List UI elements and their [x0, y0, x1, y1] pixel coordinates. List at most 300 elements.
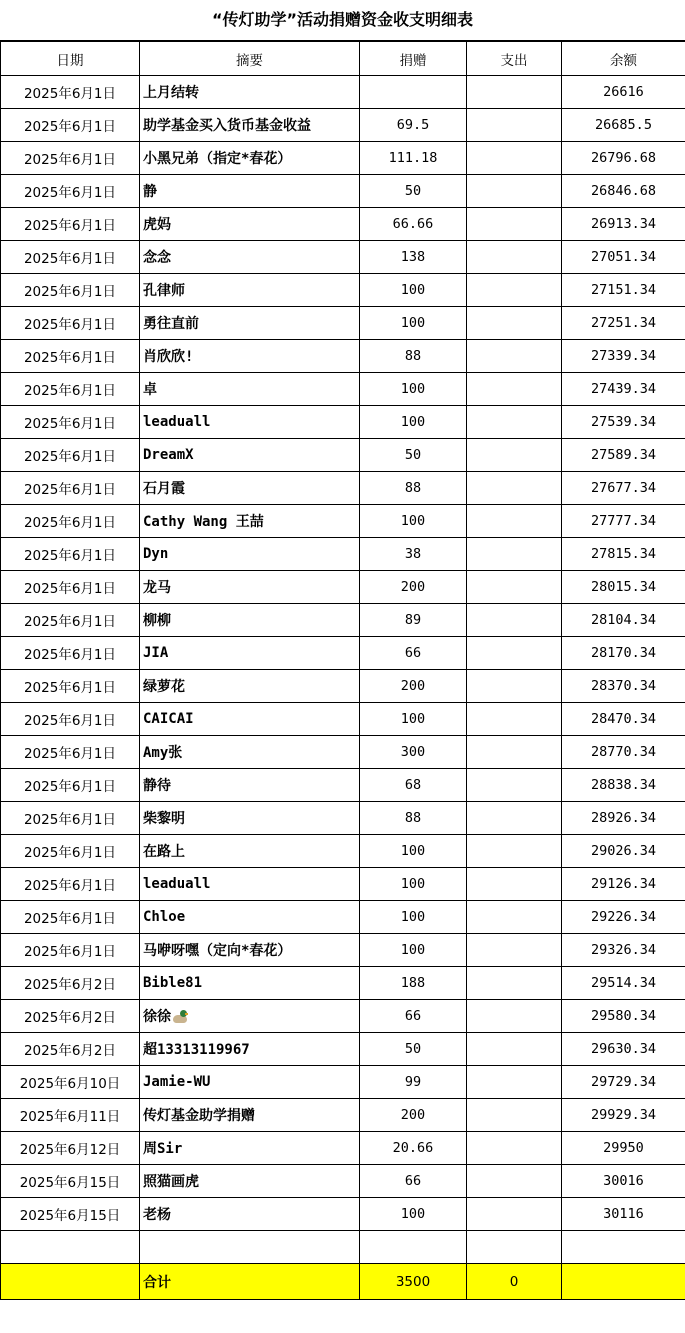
expense-cell[interactable]: [467, 1000, 562, 1033]
date-cell[interactable]: [1, 241, 140, 274]
donation-cell[interactable]: [360, 538, 467, 571]
balance-cell-text: 27051.34: [590, 249, 657, 265]
date-cell[interactable]: [1, 472, 140, 505]
donation-cell-text: 100: [400, 909, 426, 925]
summary-cell[interactable]: [140, 637, 360, 670]
balance-cell[interactable]: [562, 637, 685, 670]
balance-cell[interactable]: [562, 835, 685, 868]
donation-cell-text: 66: [404, 645, 422, 661]
donation-cell[interactable]: [360, 373, 467, 406]
expense-cell[interactable]: [467, 307, 562, 340]
balance-cell[interactable]: [562, 274, 685, 307]
balance-cell[interactable]: [562, 373, 685, 406]
donation-cell[interactable]: [360, 1099, 467, 1132]
donation-cell[interactable]: [360, 934, 467, 967]
donation-cell-text: 100: [400, 1206, 426, 1222]
balance-cell-text: 29630.34: [590, 1041, 657, 1057]
table-row: [1, 1000, 685, 1033]
summary-cell[interactable]: [140, 571, 360, 604]
summary-cell-text: Bible81: [143, 975, 203, 991]
summary-cell[interactable]: [140, 241, 360, 274]
date-cell[interactable]: [1, 604, 140, 637]
balance-cell-text: 27339.34: [590, 348, 657, 364]
date-cell[interactable]: [1, 1066, 140, 1099]
summary-cell[interactable]: [140, 406, 360, 439]
donation-cell-text: 50: [404, 447, 422, 463]
balance-cell[interactable]: [562, 769, 685, 802]
summary-cell[interactable]: [140, 670, 360, 703]
balance-cell[interactable]: [562, 439, 685, 472]
donation-cell[interactable]: [360, 1132, 467, 1165]
expense-cell[interactable]: [467, 736, 562, 769]
expense-cell[interactable]: [467, 109, 562, 142]
table-row: [1, 208, 685, 241]
date-cell-text: 2025年6月1日: [23, 647, 117, 663]
expense-cell[interactable]: [467, 1198, 562, 1231]
header-date[interactable]: 日期: [1, 42, 140, 76]
donation-cell[interactable]: [360, 274, 467, 307]
balance-cell-text: 28370.34: [590, 678, 657, 694]
donation-cell[interactable]: [360, 901, 467, 934]
date-cell[interactable]: [1, 703, 140, 736]
expense-cell[interactable]: [467, 208, 562, 241]
donation-cell[interactable]: [360, 175, 467, 208]
date-cell-text: 2025年6月2日: [23, 1010, 117, 1026]
balance-cell[interactable]: [562, 571, 685, 604]
summary-cell[interactable]: [140, 76, 360, 109]
balance-cell[interactable]: [562, 340, 685, 373]
date-cell-text: 2025年6月1日: [23, 416, 117, 432]
balance-cell[interactable]: [562, 1165, 685, 1198]
expense-cell[interactable]: [467, 868, 562, 901]
expense-cell[interactable]: [467, 835, 562, 868]
expense-cell[interactable]: [467, 604, 562, 637]
total-donation-cell-text: 3500: [395, 1273, 431, 1290]
expense-cell[interactable]: [467, 373, 562, 406]
date-cell[interactable]: [1, 406, 140, 439]
donation-cell-text: 100: [400, 315, 426, 331]
expense-cell[interactable]: [467, 1231, 562, 1264]
summary-cell-text: DreamX: [143, 447, 194, 463]
donation-cell[interactable]: [360, 604, 467, 637]
date-cell[interactable]: [1, 109, 140, 142]
date-cell[interactable]: [1, 208, 140, 241]
balance-cell-text: 26685.5: [595, 117, 652, 133]
expense-cell[interactable]: [467, 967, 562, 1000]
date-cell-text: 2025年6月1日: [23, 383, 117, 399]
balance-cell[interactable]: [562, 109, 685, 142]
balance-cell[interactable]: [562, 1066, 685, 1099]
expense-cell[interactable]: [467, 340, 562, 373]
header-expense[interactable]: 支出: [467, 42, 562, 76]
balance-cell[interactable]: [562, 76, 685, 109]
summary-cell[interactable]: [140, 1000, 360, 1033]
balance-cell[interactable]: [562, 802, 685, 835]
expense-cell[interactable]: [467, 703, 562, 736]
summary-cell[interactable]: [140, 604, 360, 637]
balance-cell[interactable]: [562, 1033, 685, 1066]
balance-cell-text: 28170.34: [590, 645, 657, 661]
total-donation-cell[interactable]: [360, 1264, 467, 1300]
expense-cell[interactable]: [467, 1165, 562, 1198]
expense-cell[interactable]: [467, 274, 562, 307]
summary-cell[interactable]: [140, 175, 360, 208]
balance-cell[interactable]: [562, 901, 685, 934]
expense-cell[interactable]: [467, 769, 562, 802]
expense-cell[interactable]: [467, 802, 562, 835]
donation-cell[interactable]: [360, 1165, 467, 1198]
date-cell[interactable]: [1, 307, 140, 340]
table-row: [1, 934, 685, 967]
donation-cell[interactable]: [360, 1198, 467, 1231]
donation-cell-text: 66: [404, 1173, 422, 1189]
table-row: [1, 703, 685, 736]
expense-cell[interactable]: [467, 1132, 562, 1165]
balance-cell-text: 26616: [603, 84, 644, 100]
expense-cell[interactable]: [467, 901, 562, 934]
date-cell[interactable]: [1, 1033, 140, 1066]
donation-cell[interactable]: [360, 637, 467, 670]
expense-cell[interactable]: [467, 571, 562, 604]
date-cell-text: 2025年6月1日: [23, 581, 117, 597]
balance-cell[interactable]: [562, 736, 685, 769]
balance-cell-text: 29729.34: [590, 1074, 657, 1090]
table-row: [1, 76, 685, 109]
table-row: [1, 274, 685, 307]
summary-cell-text: 石月霞: [143, 481, 185, 497]
donation-cell-text: 99: [404, 1074, 422, 1090]
donation-cell-text: 100: [400, 711, 426, 727]
donation-cell[interactable]: [360, 472, 467, 505]
date-cell[interactable]: [1, 1000, 140, 1033]
balance-cell-text: 27539.34: [590, 414, 657, 430]
total-balance-cell[interactable]: [562, 1264, 685, 1300]
donation-cell[interactable]: [360, 307, 467, 340]
date-cell-text: 2025年6月1日: [23, 185, 117, 201]
summary-cell[interactable]: [140, 505, 360, 538]
date-cell[interactable]: [1, 76, 140, 109]
summary-cell-text: 勇往直前: [143, 316, 199, 332]
balance-cell[interactable]: [562, 1198, 685, 1231]
expense-cell[interactable]: [467, 1033, 562, 1066]
date-cell-text: 2025年6月1日: [23, 119, 117, 135]
summary-cell[interactable]: [140, 901, 360, 934]
balance-cell[interactable]: [562, 505, 685, 538]
balance-cell-text: 29126.34: [590, 876, 657, 892]
donation-cell[interactable]: [360, 670, 467, 703]
donation-cell[interactable]: [360, 109, 467, 142]
balance-cell-text: 26913.34: [590, 216, 657, 232]
date-cell-text: 2025年6月1日: [23, 86, 117, 102]
date-cell-text: 2025年6月1日: [23, 515, 117, 531]
header-donation[interactable]: 捐赠: [360, 42, 467, 76]
date-cell[interactable]: [1, 1165, 140, 1198]
balance-cell[interactable]: [562, 967, 685, 1000]
balance-cell[interactable]: [562, 406, 685, 439]
balance-cell[interactable]: [562, 868, 685, 901]
summary-cell[interactable]: [140, 1165, 360, 1198]
expense-cell[interactable]: [467, 472, 562, 505]
balance-cell-text: 30116: [603, 1206, 644, 1222]
balance-cell[interactable]: [562, 670, 685, 703]
table-row: [1, 604, 685, 637]
total-expense-cell[interactable]: [467, 1264, 562, 1300]
date-cell[interactable]: [1, 571, 140, 604]
balance-cell[interactable]: [562, 1099, 685, 1132]
summary-cell-text: 周Sir: [143, 1141, 183, 1157]
expense-cell[interactable]: [467, 934, 562, 967]
balance-cell-text: 28926.34: [590, 810, 657, 826]
expense-cell[interactable]: [467, 538, 562, 571]
summary-cell[interactable]: [140, 439, 360, 472]
date-cell-text: 2025年6月1日: [23, 878, 117, 894]
summary-cell-text: Chloe: [143, 909, 186, 925]
date-cell-text: 2025年6月1日: [23, 482, 117, 498]
expense-cell[interactable]: [467, 175, 562, 208]
table-row: [1, 1198, 685, 1231]
summary-cell[interactable]: [140, 769, 360, 802]
summary-cell[interactable]: [140, 1132, 360, 1165]
table-row: [1, 802, 685, 835]
balance-cell[interactable]: [562, 142, 685, 175]
date-cell-text: 2025年6月11日: [19, 1109, 121, 1125]
summary-cell[interactable]: [140, 472, 360, 505]
donation-cell[interactable]: [360, 142, 467, 175]
donation-cell[interactable]: [360, 967, 467, 1000]
donation-cell-text: 50: [404, 183, 422, 199]
balance-cell[interactable]: [562, 472, 685, 505]
date-cell[interactable]: [1, 1231, 140, 1264]
date-cell[interactable]: [1, 670, 140, 703]
date-cell-text: 2025年6月1日: [23, 152, 117, 168]
expense-cell[interactable]: [467, 1066, 562, 1099]
date-cell-text: 2025年6月10日: [19, 1076, 121, 1092]
summary-cell[interactable]: [140, 373, 360, 406]
balance-cell-text: 29580.34: [590, 1008, 657, 1024]
ledger-table: [0, 41, 685, 1300]
donation-cell[interactable]: [360, 406, 467, 439]
summary-cell[interactable]: [140, 1099, 360, 1132]
summary-cell-text: 马咿呀嘿（定向*春花）: [143, 943, 292, 959]
summary-cell[interactable]: [140, 208, 360, 241]
date-cell-text: 2025年6月1日: [23, 713, 117, 729]
date-cell[interactable]: [1, 868, 140, 901]
summary-cell-text: 静待: [143, 778, 171, 794]
header-row: [1, 42, 685, 76]
balance-cell[interactable]: [562, 1231, 685, 1264]
donation-cell[interactable]: [360, 1033, 467, 1066]
donation-cell[interactable]: [360, 703, 467, 736]
summary-cell-text: 老杨: [143, 1207, 171, 1223]
date-cell[interactable]: [1, 934, 140, 967]
date-cell-text: 2025年6月1日: [23, 449, 117, 465]
total-date-cell[interactable]: [1, 1264, 140, 1300]
summary-cell[interactable]: [140, 538, 360, 571]
summary-cell-text: 传灯基金助学捐赠: [143, 1108, 255, 1124]
summary-cell[interactable]: [140, 736, 360, 769]
date-cell[interactable]: [1, 274, 140, 307]
date-cell[interactable]: [1, 142, 140, 175]
balance-cell[interactable]: [562, 208, 685, 241]
date-cell[interactable]: [1, 1099, 140, 1132]
expense-cell[interactable]: [467, 142, 562, 175]
date-cell[interactable]: [1, 439, 140, 472]
summary-cell[interactable]: [140, 274, 360, 307]
expense-cell[interactable]: [467, 1099, 562, 1132]
balance-cell-text: 28015.34: [590, 579, 657, 595]
date-cell[interactable]: [1, 340, 140, 373]
summary-cell[interactable]: [140, 1231, 360, 1264]
date-cell-text: 2025年6月1日: [23, 812, 117, 828]
table-row: [1, 1231, 685, 1264]
donation-cell[interactable]: [360, 802, 467, 835]
date-cell[interactable]: [1, 373, 140, 406]
donation-cell[interactable]: [360, 1000, 467, 1033]
date-cell[interactable]: [1, 505, 140, 538]
summary-cell[interactable]: [140, 109, 360, 142]
donation-cell[interactable]: [360, 1231, 467, 1264]
date-cell-text: 2025年6月1日: [23, 845, 117, 861]
donation-cell-text: 100: [400, 513, 426, 529]
donation-cell[interactable]: [360, 505, 467, 538]
donation-cell[interactable]: [360, 868, 467, 901]
date-cell[interactable]: [1, 637, 140, 670]
summary-cell-text: Jamie-WU: [143, 1074, 211, 1090]
total-label-cell[interactable]: [140, 1264, 360, 1300]
summary-cell[interactable]: [140, 1066, 360, 1099]
date-cell-text: 2025年6月15日: [19, 1208, 121, 1224]
date-cell-text: 2025年6月1日: [23, 911, 117, 927]
table-row: [1, 373, 685, 406]
balance-cell-text: 28470.34: [590, 711, 657, 727]
expense-cell[interactable]: [467, 241, 562, 274]
expense-cell[interactable]: [467, 505, 562, 538]
summary-cell-text: 柳柳: [143, 613, 171, 629]
date-cell-text: 2025年6月2日: [23, 977, 117, 993]
balance-cell[interactable]: [562, 538, 685, 571]
summary-cell[interactable]: [140, 835, 360, 868]
balance-cell-text: 27777.34: [590, 513, 657, 529]
donation-cell[interactable]: [360, 571, 467, 604]
summary-cell-text: 徐徐: [143, 1009, 171, 1025]
expense-cell[interactable]: [467, 637, 562, 670]
summary-cell[interactable]: [140, 703, 360, 736]
sheet-title: “传灯助学”活动捐赠资金收支明细表: [0, 0, 685, 41]
balance-cell-text: 30016: [603, 1173, 644, 1189]
summary-cell[interactable]: [140, 1198, 360, 1231]
summary-cell-text: 虎妈: [143, 217, 171, 233]
balance-cell-text: 29950: [603, 1140, 644, 1156]
date-cell[interactable]: [1, 769, 140, 802]
summary-cell[interactable]: [140, 934, 360, 967]
balance-cell[interactable]: [562, 703, 685, 736]
date-cell[interactable]: [1, 175, 140, 208]
date-cell-text: 2025年6月15日: [19, 1175, 121, 1191]
donation-cell-text: 50: [404, 1041, 422, 1057]
summary-cell-text: 龙马: [143, 580, 171, 596]
summary-cell[interactable]: [140, 1033, 360, 1066]
expense-cell[interactable]: [467, 439, 562, 472]
donation-cell[interactable]: [360, 241, 467, 274]
donation-cell-text: 20.66: [392, 1140, 434, 1156]
expense-cell[interactable]: [467, 670, 562, 703]
balance-cell[interactable]: [562, 1000, 685, 1033]
table-row: [1, 406, 685, 439]
date-cell-text: 2025年6月1日: [23, 779, 117, 795]
date-cell-text: 2025年6月1日: [23, 944, 117, 960]
table-row: [1, 736, 685, 769]
summary-cell-text: 照猫画虎: [143, 1174, 199, 1190]
date-cell[interactable]: [1, 967, 140, 1000]
donation-cell[interactable]: [360, 769, 467, 802]
summary-cell[interactable]: [140, 340, 360, 373]
date-cell-text: 2025年6月1日: [23, 680, 117, 696]
header-balance[interactable]: 余额: [562, 42, 685, 76]
donation-cell-text: 200: [400, 1107, 426, 1123]
date-cell-text: 2025年6月12日: [19, 1142, 121, 1158]
donation-cell-text: 38: [404, 546, 422, 562]
date-cell[interactable]: [1, 835, 140, 868]
table-row: [1, 109, 685, 142]
balance-cell[interactable]: [562, 241, 685, 274]
date-cell-text: 2025年6月1日: [23, 548, 117, 564]
table-row: [1, 835, 685, 868]
donation-cell[interactable]: [360, 835, 467, 868]
balance-cell-text: 27151.34: [590, 282, 657, 298]
balance-cell-text: 28838.34: [590, 777, 657, 793]
summary-cell[interactable]: [140, 142, 360, 175]
expense-cell[interactable]: [467, 406, 562, 439]
summary-cell[interactable]: [140, 868, 360, 901]
summary-cell[interactable]: [140, 307, 360, 340]
donation-cell[interactable]: [360, 1066, 467, 1099]
header-summary[interactable]: 摘要: [140, 42, 360, 76]
table-row: [1, 439, 685, 472]
summary-cell[interactable]: [140, 802, 360, 835]
date-cell[interactable]: [1, 1132, 140, 1165]
balance-cell[interactable]: [562, 175, 685, 208]
summary-cell[interactable]: [140, 967, 360, 1000]
balance-cell[interactable]: [562, 1132, 685, 1165]
date-cell[interactable]: [1, 538, 140, 571]
table-row: [1, 1066, 685, 1099]
donation-cell-text: 111.18: [388, 150, 438, 166]
table-row: [1, 1165, 685, 1198]
date-cell[interactable]: [1, 736, 140, 769]
summary-cell-text: 助学基金买入货币基金收益: [143, 118, 311, 134]
table-row: [1, 505, 685, 538]
date-cell-text: 2025年6月1日: [23, 350, 117, 366]
date-cell[interactable]: [1, 802, 140, 835]
table-row: [1, 241, 685, 274]
expense-cell[interactable]: [467, 76, 562, 109]
table-row: [1, 571, 685, 604]
donation-cell[interactable]: [360, 439, 467, 472]
summary-cell-text: 静: [143, 184, 157, 200]
summary-cell-text: 绿萝花: [143, 679, 185, 695]
balance-cell[interactable]: [562, 307, 685, 340]
balance-cell[interactable]: [562, 934, 685, 967]
date-cell[interactable]: [1, 901, 140, 934]
donation-cell[interactable]: [360, 736, 467, 769]
donation-cell[interactable]: [360, 208, 467, 241]
donation-cell[interactable]: [360, 76, 467, 109]
donation-cell[interactable]: [360, 340, 467, 373]
donation-cell-text: 200: [400, 678, 426, 694]
balance-cell-text: 29326.34: [590, 942, 657, 958]
date-cell[interactable]: [1, 1198, 140, 1231]
balance-cell[interactable]: [562, 604, 685, 637]
